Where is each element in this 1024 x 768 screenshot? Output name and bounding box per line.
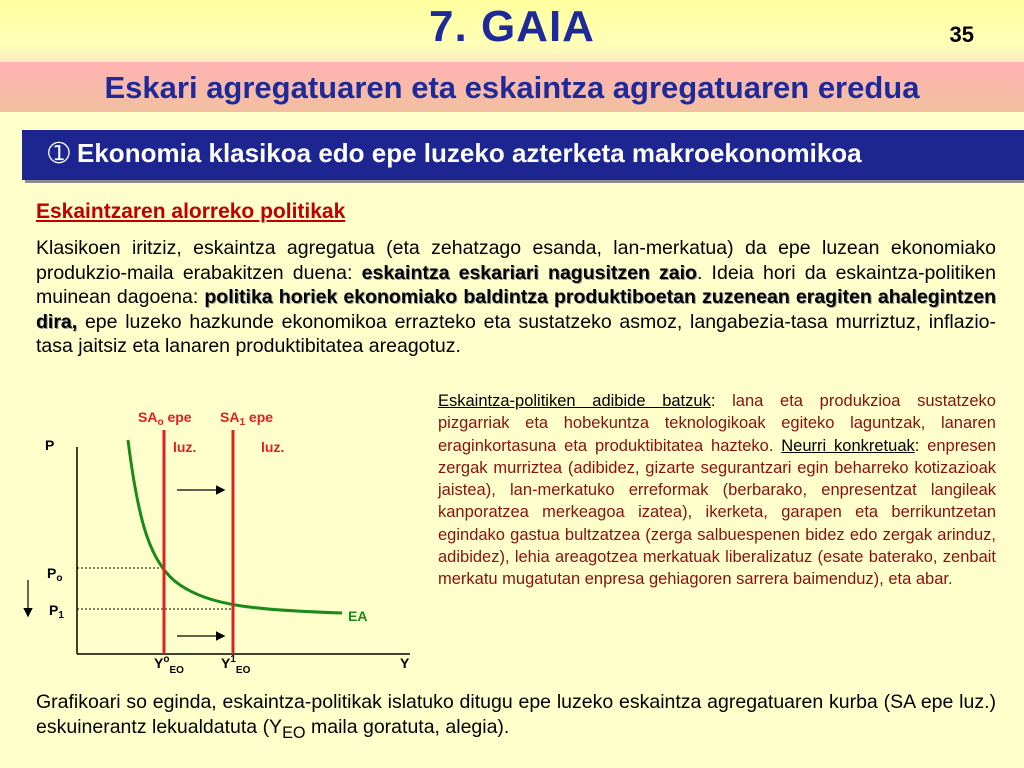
sa1-luz-label: luz.	[261, 439, 285, 455]
section-heading: Eskaintzaren alorreko politikak	[36, 200, 346, 223]
section-title: ➀ Ekonomia klasikoa edo epe luzeko azterketa makroekonomikoa	[48, 138, 862, 168]
ea-label: EA	[348, 608, 368, 624]
page-number: 35	[949, 22, 974, 47]
p0-label: $P_o$	[47, 565, 63, 584]
bottom-paragraph: Grafikoari so eginda, eskaintza-politikak islatuko ditugu epe luzeko eskaintza agregatuaren kurba (SA epe luz.) eskuinerantz lekualdatuta ($Y_{EO}$ maila goratuta, alegia).	[36, 691, 996, 742]
y1-label: $Y^1_{EO}$	[221, 654, 251, 676]
highlight-policy-effect: politika horiek ekonomiako baldintza produktiboetan zuzenean eragiten ahalegintzen dira,	[36, 286, 996, 333]
measures-label: Neurri konkretuak	[781, 436, 915, 455]
p1-label: $P_1$	[49, 602, 64, 621]
examples-label: Eskaintza-politiken adibide batzuk	[438, 392, 711, 410]
y-axis-label: Y	[400, 655, 410, 671]
highlight-supply-dominates: eskaintza eskariari nagusitzen zaio	[361, 261, 697, 284]
p-axis-label: P	[45, 437, 55, 453]
y0-label: $Y^o_{EO}$	[154, 654, 184, 676]
sa0-label: $SA_o$ epe	[138, 409, 192, 428]
slide-subtitle: Eskari agregatuaren eta eskaintza agregatuaren eredua	[104, 70, 920, 105]
sa0-luz-label: luz.	[173, 439, 197, 455]
sa1-label: $SA_1$ epe	[220, 409, 274, 428]
main-paragraph: Klasikoen iritziz, eskaintza agregatua (eta zehatzago esanda, lan-merkatua) da epe luzean ekonomiako produkzio-maila erabakitzen duena: eskaintza eskariari nagusitzen zaio. Ideia hori da eskaintza-politiken muinean dagoena: politika horiek ekonomiako baldintza produktiboetan zuzenean eragiten ahalegintzen dira, epe luzeko hazkunde ekonomikoa errazteko eta sustatzeko asmoz, langabezia-tasa murriztuz, inflazio-tasa jaitsiz eta lanaren produktibitatea areagotuz.	[36, 237, 996, 357]
supply-policy-chart	[20, 400, 420, 690]
chapter-title: 7. GAIA	[429, 2, 595, 51]
policy-examples-note: Eskaintza-politiken adibide batzuk: lana eta produkzioa sustatzeko pizgarriak eta hobekuntza teknologikoak egiteko laguntzak, lanaren eraginkortasuna eta produktibitatea hazteko. Neurri konkretuak: enpresen zergak murriztea (adibidez, gizarte segurantzari egin beharreko kotizazioak jaistea), lan-merkatuko erreformak (berbarako, enpresentzat langileak kanporatzea merkeagoa izatea), ikerketa, garapen eta berrikuntzetan egindako gastua bultzatzea (zerga salbuespenen bidez edo zergak arinduz, adibidez), lehia areagotzea merkatuak liberalizatuz (esate baterako, zenbait merkatu mugatutan enpresa gehiagoren sarrera baimenduz), eta abar.	[438, 392, 996, 589]
ea-curve	[128, 440, 342, 613]
